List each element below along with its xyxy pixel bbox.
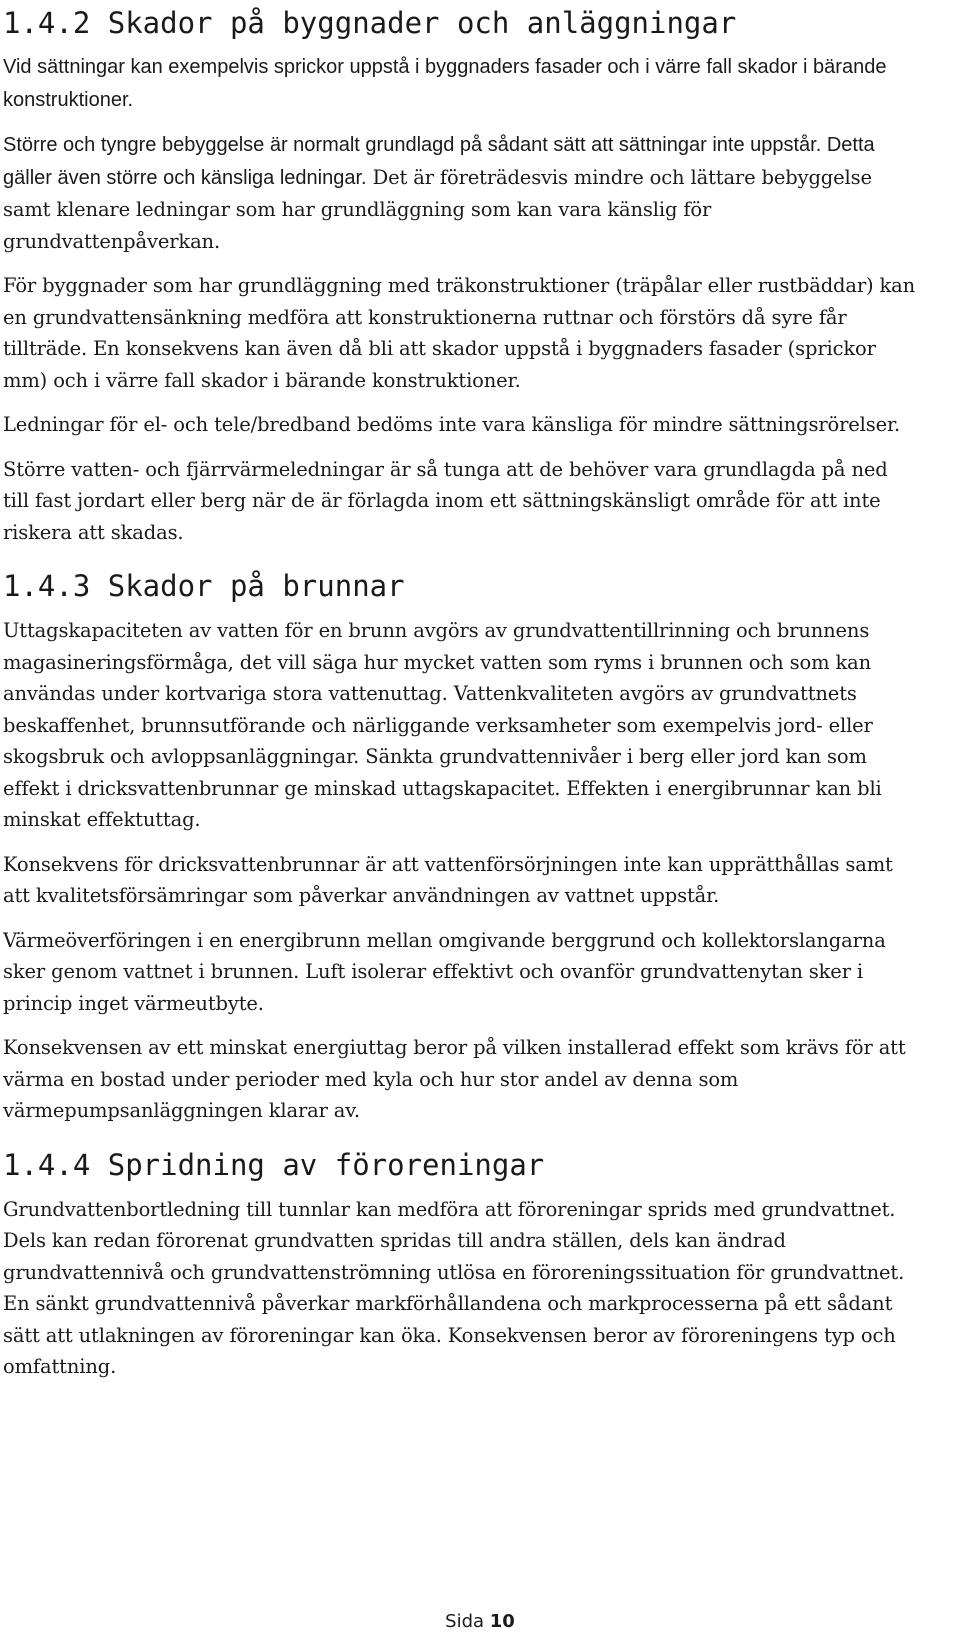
paragraph: Större vatten- och fjärrvärmeledningar är så tunga att de behöver vara grundlagda på ned till fast jordart eller berg när de är förlagda inom ett sättningskänsligt område för att inte riskera att skadas.	[3, 457, 888, 544]
section-heading-1-4-2: 1.4.2 Skador på byggnader och anläggningar	[3, 6, 737, 40]
page-number: 10	[489, 1611, 515, 1632]
section-heading-1-4-3: 1.4.3 Skador på brunnar	[3, 569, 405, 603]
paragraph	[3, 51, 916, 116]
paragraph-text: Större och tyngre bebyggelse är normalt grundlagd på sådant sätt att sättningar inte uppstår. Detta gäller även större och känsliga ledningar.	[3, 134, 875, 189]
paragraph: Värmeöverföringen i en energibrunn mellan omgivande berggrund och kollektorslangarna sker genom vattnet i brunnen. Luft isolerar effektivt och ovanför grundvattenytan sker i princip inget värmeutbyte.	[3, 928, 886, 1015]
paragraph: Konsekvens för dricksvattenbrunnar är att vattenförsörjningen inte kan upprätthållas samt att kvalitetsförsämringar som påverkar användningen av vattnet uppstår.	[3, 852, 893, 907]
paragraph: Grundvattenbortledning till tunnlar kan medföra att föroreningar sprids med grundvattnet. Dels kan redan förorenat grundvatten spridas till andra ställen, dels kan ändrad grundvattennivå och grundvattenströmning utlösa en föroreningssituation för grundvattnet. En sänkt grundvattennivå påverkar markförhållandena och markprocesserna på ett sådant sätt att utlakningen av föroreningar kan öka. Konsekvensen beror av föroreningens typ och omfattning.	[3, 1197, 905, 1378]
page-footer	[0, 1611, 960, 1633]
paragraph: För byggnader som har grundläggning med träkonstruktioner (träpålar eller rustbäddar) kan en grundvattensänkning medföra att konstruktionerna ruttnar och förstörs då syre får tillträde. En konsekvens kan även då bli att skador uppstå i byggnaders fasader (sprickor mm) och i värre fall skador i bärande konstruktioner.	[3, 274, 916, 392]
paragraph: Konsekvensen av ett minskat energiuttag beror på vilken installerad effekt som krävs för att värma en bostad under perioder med kyla och hur stor andel av denna som värmepumpsanläggningen klarar av.	[3, 1036, 906, 1122]
paragraph-text: Vid sättningar kan exempelvis sprickor uppstå i byggnaders fasader och i värre fall skador i bärande konstruktioner.	[3, 56, 887, 111]
paragraph: Uttagskapaciteten av vatten för en brunn avgörs av grundvattentillrinning och brunnens magasineringsförmåga, det vill säga hur mycket vatten som ryms i brunnen och som kan användas under kortvariga stora vattenuttag. Vattenkvaliteten avgörs av grundvattnets beskaffenhet, brunnsutförande och närliggande verksamheter som exempelvis jord- eller skogsbruk och avloppsanläggningar. Sänkta grundvattennivåer i berg eller jord kan som effekt i dricksvattenbrunnar ge minskad uttagskapacitet. Effekten i energibrunnar kan bli minskat effektuttag.	[3, 619, 882, 831]
paragraph	[3, 129, 916, 257]
paragraph-text: Det är företrädesvis mindre och lättare bebyggelse samt klenare ledningar som har grundläggning som kan vara känslig för grundvattenpåverkan.	[3, 165, 872, 253]
paragraph: Ledningar för el- och tele/bredband bedöms inte vara känsliga för mindre sättningsrörelser.	[3, 413, 901, 436]
section-heading-1-4-4: 1.4.4 Spridning av föroreningar	[3, 1147, 545, 1182]
page-label: Sida	[445, 1611, 485, 1632]
